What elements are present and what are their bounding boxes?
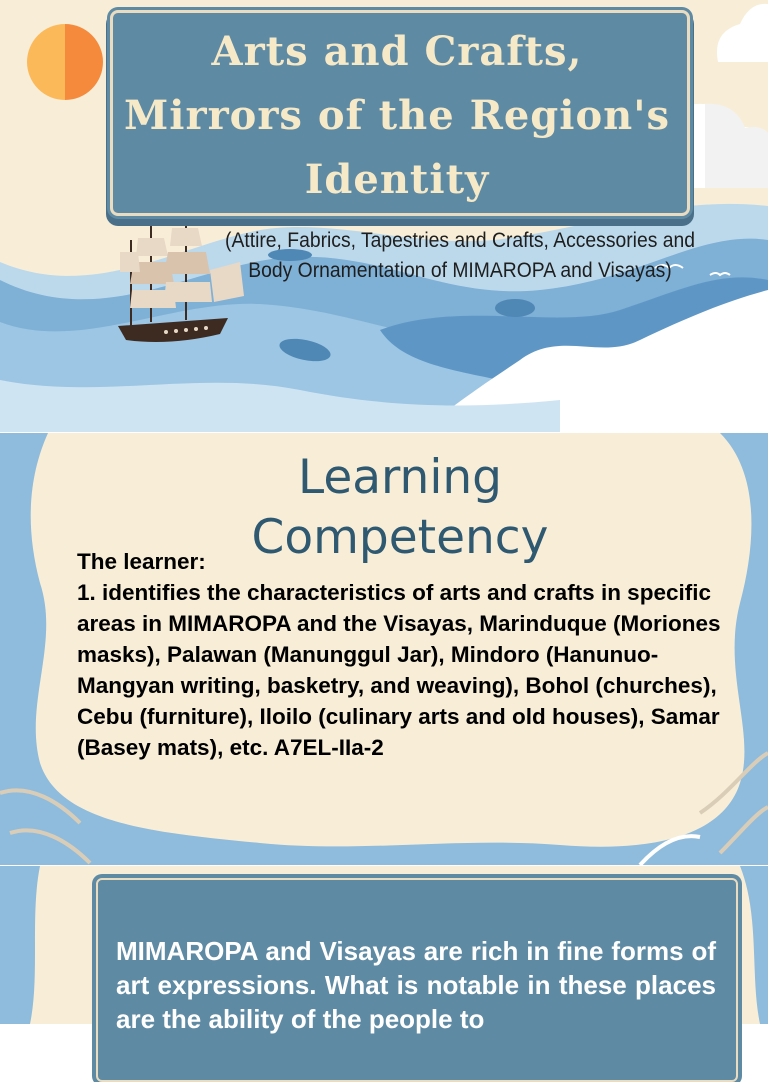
slide-subtitle <box>212 226 709 286</box>
title-line-2: Mirrors of the Region's <box>124 92 670 139</box>
subtitle-line-1: (Attire, Fabrics, Tapestries and Crafts, Accessories and <box>225 229 695 252</box>
competency-item: 1. identifies the characteristics of arts and crafts in specific areas in MIMAROPA and the Visayas, Marinduque (Moriones masks), Palawan (Manunggul Jar), Mindoro (Hanunuo-Mangyan writing, basketry, and weaving), Bohol (churches), Cebu (furniture), Iloilo (culinary arts and old houses), Samar (Basey mats), etc. A7EL-IIa-2 <box>77 580 721 760</box>
learner-intro: The learner: <box>77 549 206 574</box>
slide-title <box>110 20 684 212</box>
sun-icon <box>27 24 103 100</box>
heading-line-1: Learning <box>297 450 503 505</box>
title-line-1: Arts and Crafts, <box>211 28 583 75</box>
intro-paragraph: MIMAROPA and Visayas are rich in fine forms of art expressions. What is notable in these places are the ability of the people to <box>116 936 716 1034</box>
competency-text <box>77 546 737 763</box>
subtitle-line-2: Body Ornamentation of MIMAROPA and Visayas) <box>248 259 672 282</box>
title-line-3: Identity <box>304 156 490 203</box>
title-slide <box>0 0 768 432</box>
heading-line-2: Competency <box>251 510 549 565</box>
